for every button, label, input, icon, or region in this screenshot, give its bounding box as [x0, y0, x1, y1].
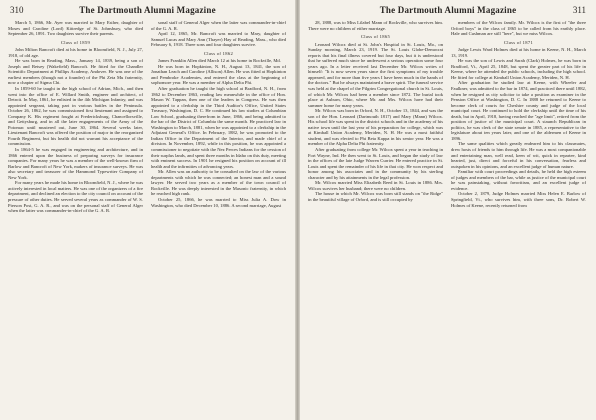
paragraph: October 25, 1866, he was married to Miss Julia A. Dow in Washington, who died December 10, 1886. A second marriage, August — [151, 196, 286, 208]
right-column-2 — [451, 20, 586, 416]
right-page-number: 311 — [572, 5, 586, 15]
paragraph: October 2, 1879, Judge Holmes married Miss Helen E. Barlow of Springfield, Vt., who survives him, with three sons, Dr. Robert W. Holmes of Keene, recently returned from — [451, 191, 586, 208]
class-heading: Class of 1862 — [203, 50, 234, 56]
right-page-columns — [308, 20, 588, 416]
paragraph: The same qualities which greatly endeared him to his classmates, drew hosts of friends to him through life. He was a most companionable and entertaining man, well read, keen of wit, quick in repartee, kind hearted, just, direct and forceful in his conversation, fearless and outspoken in his opinions, and an excellent judge of human nature. — [451, 141, 586, 169]
paragraph: Judge Lewis Ward Holmes died at his home in Keene, N. H., March 13, 1919. — [451, 47, 586, 58]
class-heading: Class of 1871 — [503, 39, 534, 45]
left-page-number: 310 — [10, 5, 24, 15]
paragraph: John Milton Bancroft died at his home in Bloomfield, N. J., July 27, 1918, of old age. — [8, 47, 143, 58]
paragraph: For many years he made his home in Bloomfield, N. J., where he was actively interested in local matters. He was one of the organizers of a fire department, and declined an election to the city council on account of the pressure of other duties. He served several years as commander of W. S. Pierson Post, G. A. R., and was on the personal staff of General Alger when the latter was commander-in-chief of the G. A. R. — [8, 180, 143, 214]
paragraph: Mr. Wilcox was born in Orford, N. H., October 13, 1844, and was the son of the Hon. Leonard (Dartmouth 1817) and Mary (Mann) Wilcox. His school life was spent in the district schools and in the academy of his native town until the last year of his preparation for college, which was at Kimball Union Academy, Meriden, N. H. He was a most faithful student, and was elected to Phi Beta Kappa in his senior year. He was a member of the Alpha Delta Phi fraternity. — [308, 108, 443, 147]
paragraph: Mr. Allen was an authority to be consulted on the law of the various departments with which he was connected; an honest man and a sound lawyer. He served two years as a member of the town council of Rockville. He was deeply interested in the Masonic fraternity, in which he reached high rank. — [151, 169, 286, 197]
paragraph: After graduation he studied law at Keene, with Wheeler and Faulkner, was admitted to the bar in 1874, and practiced there until 1882, when he resigned as city solicitor to take a position as examiner in the Pension Office at Washington, D. C. In 1888 he returned to Keene to become clerk of courts for Cheshire county and judge of the local municipal court. He continued to hold the clerkship until the time of his death, but in April, 1918, having reached the "age limit", retired from the position of justice of the municipal court. A staunch Republican in politics, he was clerk of the state senate in 1885, a representative to the legislature about ten years later, and one of the aldermen of Keene in 1896. — [451, 80, 586, 141]
left-page-header — [10, 5, 285, 17]
paragraph: Familiar with court proceedings and details, he held the high esteem of judges and members of the bar, while as justice of the municipal court he was painstaking, without favoritism, and an excellent judge of evidence. — [451, 169, 586, 191]
paragraph: Leonard Wilcox died at St. John's Hospital in St. Louis, Mo., on Sunday morning, March 23, 1919. The St. Louis Globe-Democrat reports that his final illness covered but four days, but it is understood that he suffered much since he underwent a serious operation some four years ago. In a letter received last December Mr. Wilcox writes of himself: "It is now seven years since the first symptoms of my trouble appeared, and for more than five years I have been much in the hands of the doctors." But he always maintained a brave spirit. The funeral service was held at the chapel of the Pilgrim Congregational church in St. Louis, of which Mr. Wilcox had been a member since 1872. The burial took place at Auburn, Ohio, where Mr. and Mrs. Wilcox have had their summer home for many years. — [308, 41, 443, 108]
right-page-header — [310, 5, 586, 17]
class-heading: Class of 1859 — [60, 39, 91, 45]
paragraph: He was the son of Lewis and Sarah (Clark) Holmes, he was born in Bradford, Vt., April 25, 1848, but spent the greater part of his life in Keene, where he attended the public schools, including the high school. He fitted for college at Kimball Union Academy, Meriden, N. H. — [451, 58, 586, 80]
paragraph: 28, 1888, was to Miss Lilabel Mann of Rockville, who survives him. There were no children of either marriage. — [308, 20, 443, 31]
paragraph: James Franklin Allen died March 12 at his home in Rockville, Md. — [158, 58, 281, 64]
paragraph: After graduating from college Mr. Wilcox spent a year in teaching in Fort Wayne, Ind. He then went to St. Louis, and began the study of law in the offices of the late Judge Warren Currier. He entered practice in St. Louis and spent the remainder of his life in that city. He won respect and honor among his associates and in the community by his sterling character and by his attainments in the legal profession. — [308, 147, 443, 180]
paragraph: sonal staff of General Alger when the latter was commander-in-chief of the G. A. R. — [151, 20, 286, 31]
paragraph: members of the Wilcox family. Mr. Wilcox is the first of "the three Orford boys" in the class of 1865 to be called from his earthly place. Hale and Cushman are still "here", but we miss Wilcox. — [451, 20, 586, 37]
right-column-1 — [308, 20, 443, 416]
class-heading: Class of 1865 — [360, 34, 391, 40]
paragraph: In 1864-5 he was engaged in engineering and architecture, and in 1866 entered upon the business of preparing surveys for insurance companies. For many years he was a member of the well-known firm of Barlow and Bancroft of New York, makers of insurance surveys. He was also secretary and treasurer of the Hammond Typewriter Company of New York. — [8, 147, 143, 180]
paragraph: April 12, 1865, Mr. Bancroft was married to Mary, daughter of Samuel Lucas and Mary Ann (Thayer) Hay of Reading, Mass., who died February 6, 1918. Three sons and four daughters survive. — [151, 31, 286, 48]
paragraph: Mr. Wilcox married Miss Elizabeth Reed in St. Louis in 1886. Mrs. Wilcox survives her husband; there were no children. — [308, 180, 443, 191]
paragraph: In 1859-60 he taught in the high school of Adrian, Mich., and then went into the office of E. Willard Smith, engineer and architect, of Detroit. In May, 1861, he enlisted in the 4th Michigan Infantry, and was appointed sergeant, taking part in various battles in the Peninsula. October 26, 1862, he was commissioned first lieutenant and assigned to Company K. His regiment fought at Fredericksburg, Chancellorsville, and Gettysburg, and in all the later engagements of the Army of the Potomac until mustered out, June 30, 1864. Several weeks later, Lieutenant Bancroft was offered the position of major in the reorganized Fourth Regiment, but his health did not warrant his acceptance of the commission. — [8, 86, 143, 147]
left-page-columns — [8, 20, 287, 416]
left-page — [0, 0, 295, 420]
paragraph: March 5, 1866, Mr. Ayer was married to Mary Esther, daughter of Moses and Caroline (Lord) Kittredge of St. Johnsbury, who died September 26, 1891. Two daughters survive their parents. — [8, 20, 143, 37]
left-column-1 — [8, 20, 143, 416]
paragraph: The house in which Mr. Wilcox was born still stands on "the Ridge" in the beautiful village of Orford, and is still occupied by — [308, 191, 443, 202]
paragraph: He was born in Hopkinton, N. H., August 13, 1841, the son of Jonathan Leach and Caroline (Allison) Allen. He was fitted at Hopkinton and Pembroke Academies, and entered the class at the beginning of sophomore year. He was a member of Alpha Delta Phi. — [151, 63, 286, 86]
paragraph: He was born in Reading, Mass., January 14, 1839, being a son of Joseph and Betsey (Wakefield) Bancroft. He fitted for the Chandler Scientific Department at Phillips Academy, Andover. He was one of the earliest members (though not a founder) of the Phi Zeta Mu fraternity, now a chapter of Sigma Chi. — [8, 58, 143, 86]
paragraph: After graduation he taught the high school at Bradford, N. H., from 1862 to December 1863, reading law meanwhile in the office of Hon. Mason W. Tappan, then one of the leaders in Congress. He was then appointed to a clerkship in the Third Auditor's Office, United States Treasury, Washington, D. C. He continued his law studies at Columbian Law School, graduating therefrom in June, 1866, and being admitted to the bar of the District of Columbia the same month. He practiced law in Washington to March, 1881, when he was appointed to a clerkship in the Adjutant General's Office. In February, 1882, he was promoted to the Indian Office in the Department of the Interior, and made chief of a division. In November, 1892, while in this position, he was appointed a commissioner to negotiate with the Nez Perces Indians for the cession of their surplus lands, and spent three months in Idaho on this duty, meeting with eminent success. In 1901 he resigned his position on account of ill health and the infirmities of advancing years. — [151, 86, 286, 169]
right-running-head: The Dartmouth Alumni Magazine — [379, 5, 517, 15]
right-page — [300, 0, 596, 420]
left-column-2 — [151, 20, 286, 416]
left-running-head: The Dartmouth Alumni Magazine — [79, 5, 216, 15]
